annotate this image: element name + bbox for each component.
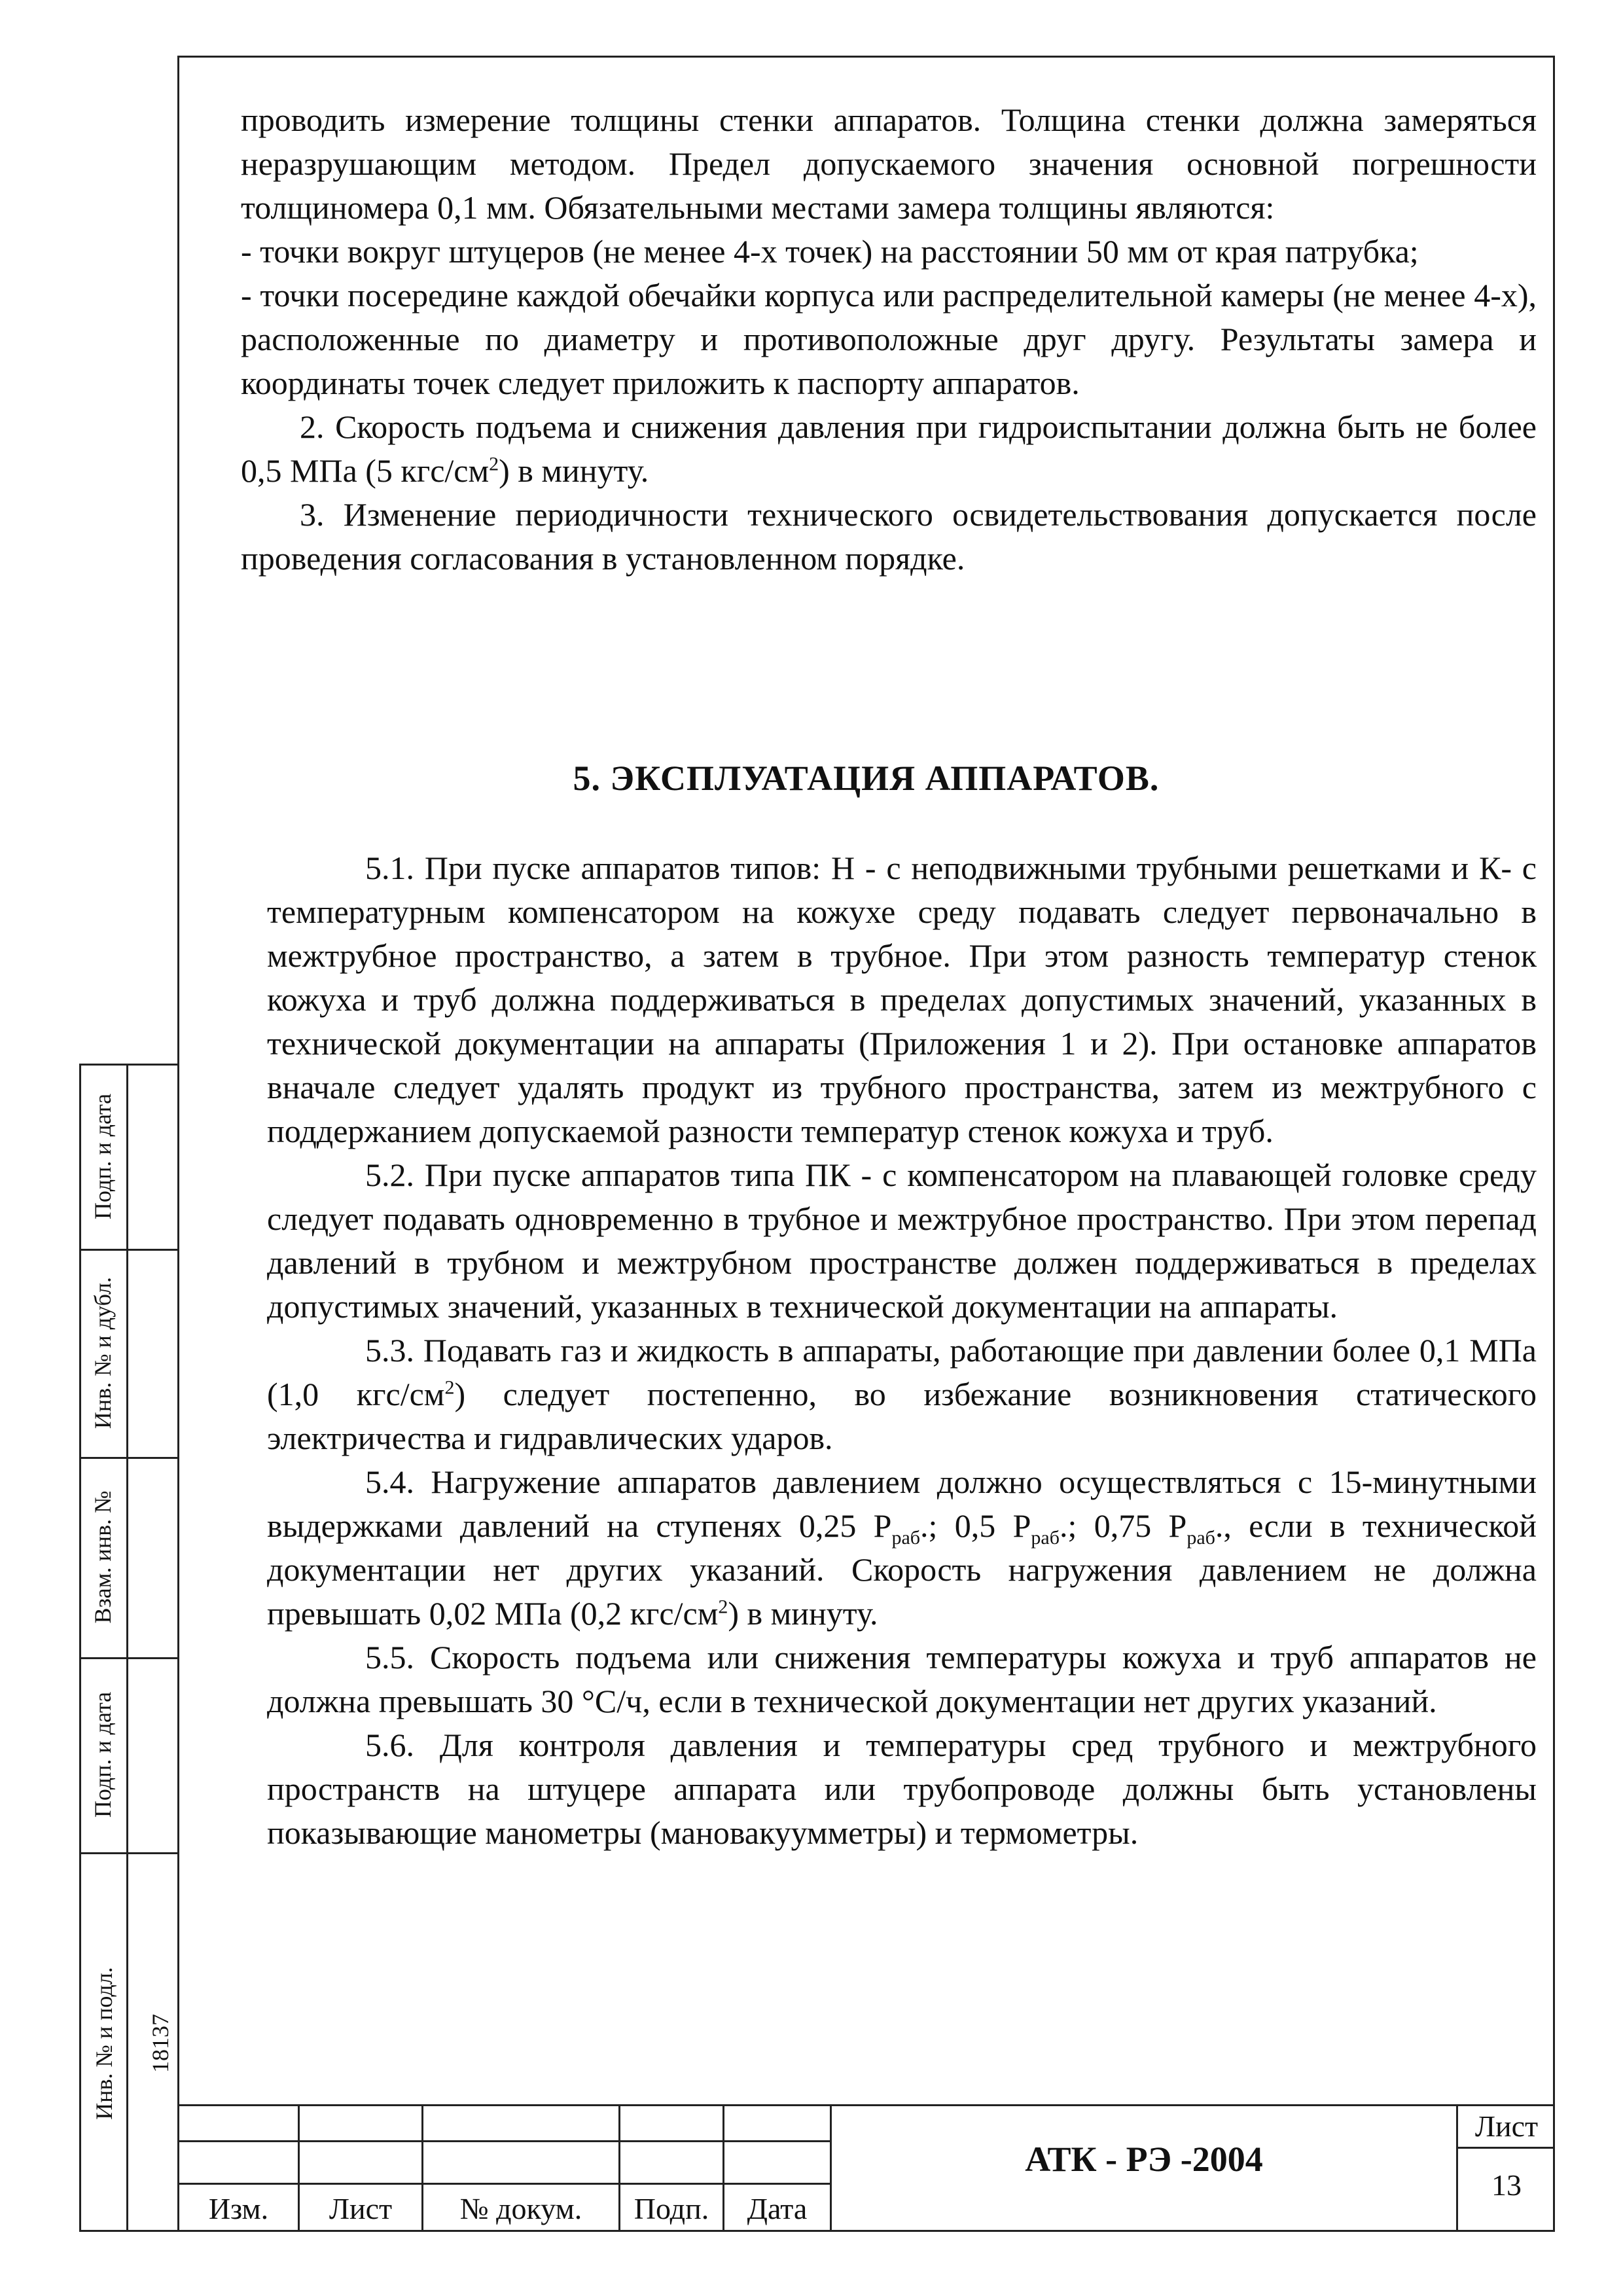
section-5-body [267,846,1537,1855]
col-data: Дата [747,2192,808,2225]
paragraph: - точки вокруг штуцеров (не менее 4-х точек) на расстоянии 50 мм от края патрубка; [241,233,1419,270]
col-list: Лист [329,2192,393,2225]
item-3: 3. Изменение периодичности технического освидетельствования допускается после проведения согласования в установленном порядке. [241,496,1537,577]
paragraph-5-5: 5.5. Скорость подъема или снижения температуры кожуха и труб аппаратов не должна превышать 30 °С/ч, если в технической документации нет других указаний. [267,1639,1537,1719]
side-label-inv-podl: Инв. № и подл. [91,1967,117,2120]
continuation-text [241,98,1537,581]
side-label-vzam-inv: Взам. инв. № [90,1490,116,1624]
col-dokum: № докум. [459,2192,582,2225]
side-label-podp-data-1: Подп. и дата [90,1093,116,1220]
document-designation: АТК - РЭ -2004 [1025,2140,1263,2179]
paragraph-5-1: 5.1. При пуске аппаратов типов: Н - с неподвижными трубными решетками и К- с температурным компенсатором на кожухе среду подавать следует первоначально в межтрубное пространство, а затем в трубное. При этом разность температур стенок кожуха и труб должна поддерживаться в пределах допустимых значений, указанных в технической документации на аппараты (Приложения 1 и 2). При остановке аппаратов вначале следует удалять продукт из трубного пространства, затем из межтрубного с поддержанием допускаемой разности температур стенок кожуха и труб. [267,850,1537,1149]
paragraph-5-3: 5.3. Подавать газ и жидкость в аппараты, работающие при давлении более 0,1 МПа (1,0 кгс/$см^2$) следует постепенно, во избежание возникновения статического электричества и гидравлических ударов. [267,1332,1537,1456]
paragraph-5-6: 5.6. Для контроля давления и температуры сред трубного и межтрубного пространств на штуцере аппарата или трубопроводе должны быть установлены показывающие манометры (мановакуумметры) и термометры. [267,1727,1537,1851]
side-label-podp-data-2: Подп. и дата [90,1691,116,1818]
paragraph-5-2: 5.2. При пуске аппаратов типа ПК - с компенсатором на плавающей головке среду следует подавать одновременно в трубное и межтрубное пространство. При этом перепад давлений в трубном и межтрубном пространстве должен поддерживаться в пределах допустимых значений, указанных в технической документации на аппараты. [267,1157,1537,1325]
paragraph: проводить измерение толщины стенки аппаратов. Толщина стенки должна замеряться неразрушающим методом. Предел допускаемого значения основной погрешности толщиномера 0,1 мм. Обязательными местами замера толщины являются: [241,101,1537,226]
paragraph-5-4: 5.4. Нагружение аппаратов давлением должно осуществляться с 15-минутными выдержками давлений на ступенях 0,25 $Р_{раб}$.; 0,5 $Р_{раб}$.; 0,75 $Р_{раб}$., если в технической документации нет других указаний. Скорость нагружения давлением не должна превышать 0,02 МПа (0,2 кгс/$см^2$) в минуту. [267,1463,1537,1632]
sheet-label: Лист [1474,2109,1539,2143]
sheet-number: 13 [1491,2168,1522,2202]
item-2: 2. Скорость подъема и снижения давления при гидроиспытании должна быть не более 0,5 МПа (5 кгс/$см^2$) в минуту. [241,408,1537,489]
side-label-inv-dubl: Инв. № и дубл. [90,1276,116,1429]
inventory-number: 18137 [147,2014,173,2073]
col-podp: Подп. [633,2192,709,2225]
col-izm: Изм. [208,2192,269,2225]
section-title: 5. ЭКСПЛУАТАЦИЯ АППАРАТОВ. [573,759,1160,798]
paragraph: - точки посередине каждой обечайки корпуса или распределительной камеры (не менее 4-х), расположенные по диаметру и противоположные друг другу. Результаты замера и координаты точек следует приложить к паспорту аппаратов. [241,277,1537,401]
